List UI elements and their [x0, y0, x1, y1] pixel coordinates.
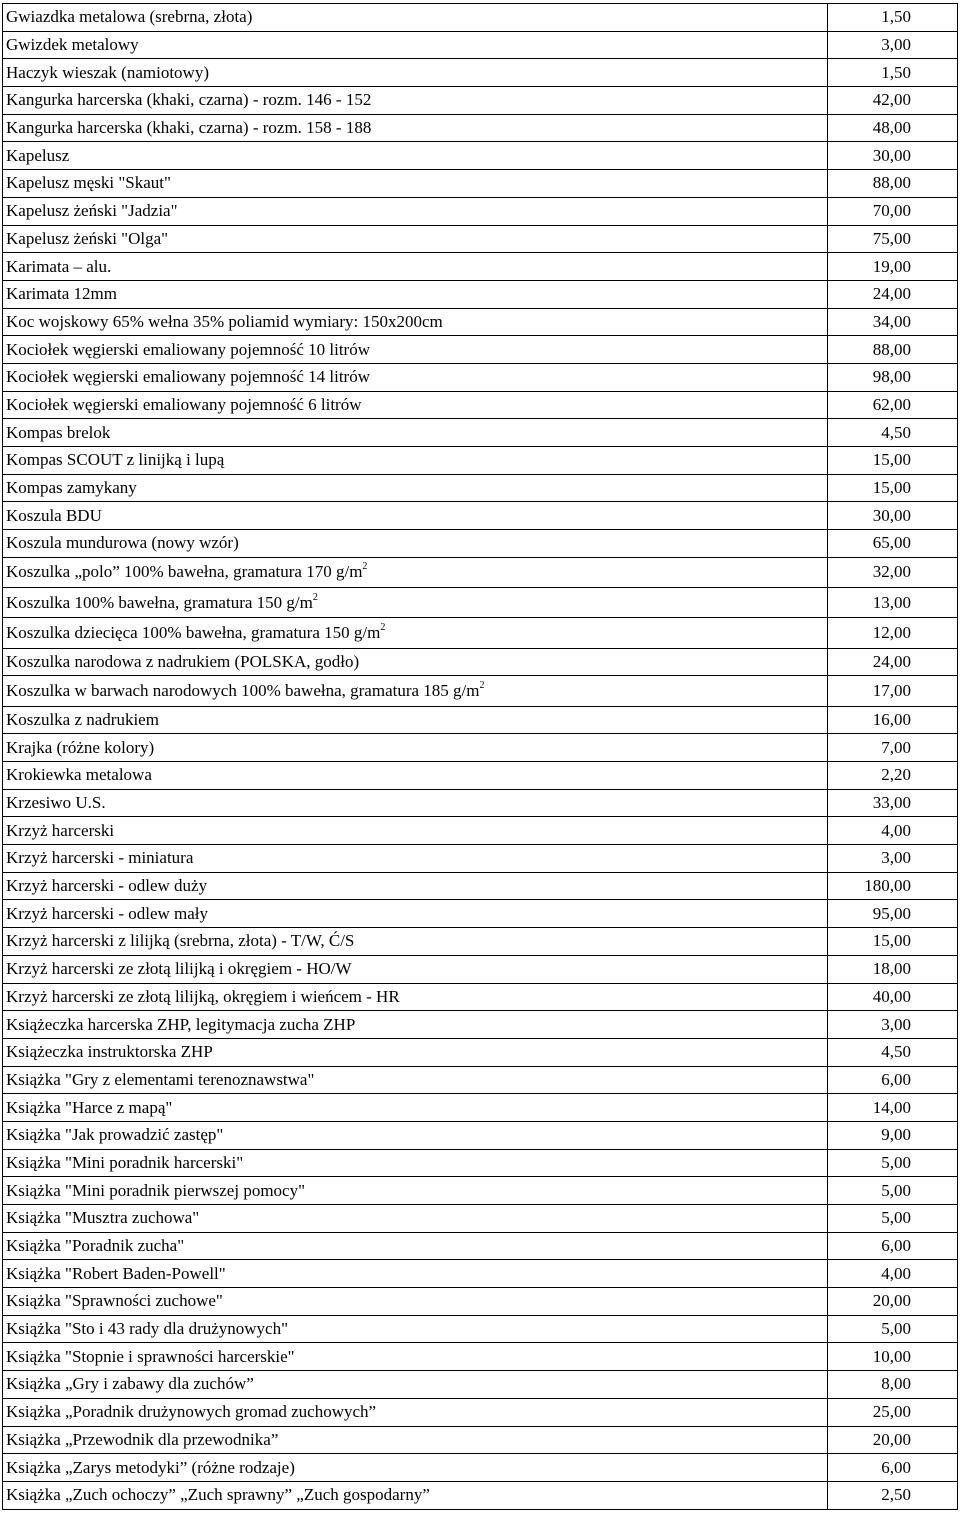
table-row	[3, 142, 958, 170]
item-price: 10,00	[828, 1343, 958, 1371]
table-row	[3, 1205, 958, 1233]
table-row	[3, 1315, 958, 1343]
item-name: Krzesiwo U.S.	[6, 793, 106, 813]
table-row	[3, 1121, 958, 1149]
item-price: 12,00	[828, 618, 958, 648]
item-price: 75,00	[828, 225, 958, 253]
item-name-cell	[3, 1038, 828, 1066]
item-price: 180,00	[828, 872, 958, 900]
item-price: 4,00	[828, 817, 958, 845]
item-name: Krokiewka metalowa	[6, 765, 152, 785]
table-row	[3, 308, 958, 336]
table-row	[3, 1011, 958, 1039]
item-name: Książka "Sto i 43 rady dla drużynowych"	[6, 1319, 289, 1339]
item-name: Kociołek węgierski emaliowany pojemność 6 litrów	[6, 394, 362, 414]
table-row	[3, 31, 958, 59]
item-price: 5,00	[828, 1315, 958, 1343]
item-price: 6,00	[828, 1232, 958, 1260]
item-name: Kapelusz żeński "Olga"	[6, 228, 169, 248]
item-name: Koszula BDU	[6, 505, 102, 525]
item-name: Gwizdek metalowy	[6, 35, 139, 55]
item-name: Książka "Robert Baden-Powell"	[6, 1263, 226, 1283]
item-price: 2,20	[828, 762, 958, 790]
item-name-cell	[3, 474, 828, 502]
item-name-cell	[3, 31, 828, 59]
item-name-cell	[3, 336, 828, 364]
table-row	[3, 1177, 958, 1205]
item-name: Książka „Gry i zabawy dla zuchów”	[6, 1374, 254, 1394]
item-price: 6,00	[828, 1454, 958, 1482]
table-row	[3, 762, 958, 790]
item-price: 40,00	[828, 983, 958, 1011]
item-name-cell	[3, 419, 828, 447]
item-price: 6,00	[828, 1066, 958, 1094]
item-name-cell	[3, 789, 828, 817]
table-row	[3, 170, 958, 198]
unit-superscript: 2	[312, 591, 318, 603]
table-row	[3, 1343, 958, 1371]
item-name-cell	[3, 447, 828, 475]
item-price: 2,50	[828, 1481, 958, 1509]
price-list-body	[3, 4, 958, 1510]
table-row	[3, 391, 958, 419]
item-name-cell	[3, 1371, 828, 1399]
item-name-cell	[3, 197, 828, 225]
table-row	[3, 588, 958, 618]
item-price: 32,00	[828, 557, 958, 587]
table-row	[3, 928, 958, 956]
table-row	[3, 1038, 958, 1066]
item-price: 4,50	[828, 1038, 958, 1066]
item-name-cell	[3, 817, 828, 845]
item-price: 15,00	[828, 928, 958, 956]
table-row	[3, 1288, 958, 1316]
item-price: 3,00	[828, 31, 958, 59]
item-price: 1,50	[828, 59, 958, 87]
unit-superscript: 2	[479, 679, 485, 691]
table-row	[3, 4, 958, 32]
table-row	[3, 1481, 958, 1509]
item-price: 9,00	[828, 1121, 958, 1149]
item-price: 16,00	[828, 706, 958, 734]
item-name-cell	[3, 59, 828, 87]
table-row	[3, 197, 958, 225]
item-name-cell	[3, 762, 828, 790]
table-row	[3, 87, 958, 115]
item-name: Książeczka harcerska ZHP, legitymacja zucha ZHP	[6, 1014, 356, 1034]
item-name-cell	[3, 530, 828, 558]
item-name: Krzyż harcerski z lilijką (srebrna, złota) - T/W, Ć/S	[6, 931, 355, 951]
item-name: Kociołek węgierski emaliowany pojemność 10 litrów	[6, 339, 370, 359]
item-price: 25,00	[828, 1398, 958, 1426]
item-price: 42,00	[828, 87, 958, 115]
table-row	[3, 502, 958, 530]
item-name: Książka „Zuch ochoczy” „Zuch sprawny” „Zuch gospodarny”	[6, 1485, 430, 1505]
item-price: 5,00	[828, 1205, 958, 1233]
item-name-cell	[3, 253, 828, 281]
item-price: 65,00	[828, 530, 958, 558]
unit-superscript: 2	[380, 621, 386, 633]
item-name: Krzyż harcerski ze złotą lilijką, okręgiem i wieńcem - HR	[6, 986, 400, 1006]
item-price: 8,00	[828, 1371, 958, 1399]
item-name-cell	[3, 1066, 828, 1094]
item-name-cell	[3, 900, 828, 928]
item-name: Krajka (różne kolory)	[6, 737, 155, 757]
item-name: Książka "Jak prowadzić zastęp"	[6, 1125, 224, 1145]
table-row	[3, 1094, 958, 1122]
item-name: Książka "Mini poradnik pierwszej pomocy"	[6, 1180, 306, 1200]
item-name: Krzyż harcerski ze złotą lilijką i okręgiem - HO/W	[6, 959, 352, 979]
table-row	[3, 447, 958, 475]
item-name-cell	[3, 1343, 828, 1371]
item-name: Książka "Sprawności zuchowe"	[6, 1291, 223, 1311]
table-row	[3, 706, 958, 734]
item-name: Krzyż harcerski - miniatura	[6, 848, 194, 868]
item-name: Książka „Przewodnik dla przewodnika”	[6, 1429, 279, 1449]
item-name: Karimata 12mm	[6, 284, 117, 304]
table-row	[3, 983, 958, 1011]
table-row	[3, 845, 958, 873]
item-price: 5,00	[828, 1177, 958, 1205]
item-name-cell	[3, 1481, 828, 1509]
item-name-cell	[3, 87, 828, 115]
table-row	[3, 1426, 958, 1454]
item-price: 18,00	[828, 955, 958, 983]
table-row	[3, 363, 958, 391]
item-name: Krzyż harcerski - odlew mały	[6, 903, 209, 923]
table-row	[3, 530, 958, 558]
table-row	[3, 59, 958, 87]
item-name: Książka „Poradnik drużynowych gromad zuchowych”	[6, 1402, 377, 1422]
table-row	[3, 618, 958, 648]
item-name-cell	[3, 1205, 828, 1233]
item-price: 4,50	[828, 419, 958, 447]
table-row	[3, 474, 958, 502]
table-row	[3, 872, 958, 900]
item-name-cell	[3, 1011, 828, 1039]
item-price: 62,00	[828, 391, 958, 419]
item-name-cell	[3, 983, 828, 1011]
table-row	[3, 1066, 958, 1094]
item-price: 1,50	[828, 4, 958, 32]
item-name: Książka "Harce z mapą"	[6, 1097, 173, 1117]
item-name-cell	[3, 1121, 828, 1149]
table-row	[3, 734, 958, 762]
table-row	[3, 114, 958, 142]
table-row	[3, 1371, 958, 1399]
item-name-cell	[3, 280, 828, 308]
item-price: 7,00	[828, 734, 958, 762]
item-name: Książka "Musztra zuchowa"	[6, 1208, 200, 1228]
item-price: 4,00	[828, 1260, 958, 1288]
item-name-cell	[3, 1260, 828, 1288]
item-price: 3,00	[828, 1011, 958, 1039]
item-name: Książka "Stopnie i sprawności harcerskie"	[6, 1346, 295, 1366]
item-name-cell	[3, 1094, 828, 1122]
table-row	[3, 280, 958, 308]
item-name-cell	[3, 676, 828, 706]
item-name: Koszulka narodowa z nadrukiem (POLSKA, godło)	[6, 651, 360, 671]
table-row	[3, 419, 958, 447]
item-name: Kompas zamykany	[6, 478, 137, 498]
item-price: 48,00	[828, 114, 958, 142]
item-price: 15,00	[828, 447, 958, 475]
item-name-cell	[3, 308, 828, 336]
item-name: Kangurka harcerska (khaki, czarna) - rozm. 158 - 188	[6, 118, 372, 138]
item-name: Koszulka „polo” 100% bawełna, gramatura 170 g/m	[6, 562, 363, 582]
item-name-cell	[3, 1315, 828, 1343]
item-name-cell	[3, 1177, 828, 1205]
unit-superscript: 2	[362, 561, 368, 573]
item-name: Koc wojskowy 65% wełna 35% poliamid wymiary: 150x200cm	[6, 311, 443, 331]
table-row	[3, 1149, 958, 1177]
item-name-cell	[3, 225, 828, 253]
item-price: 17,00	[828, 676, 958, 706]
price-list-table	[2, 3, 958, 1510]
table-row	[3, 955, 958, 983]
item-name: Koszula mundurowa (nowy wzór)	[6, 533, 239, 553]
item-price: 98,00	[828, 363, 958, 391]
item-name-cell	[3, 734, 828, 762]
item-price: 3,00	[828, 845, 958, 873]
item-name-cell	[3, 502, 828, 530]
item-price: 30,00	[828, 502, 958, 530]
table-row	[3, 648, 958, 676]
table-row	[3, 817, 958, 845]
table-row	[3, 1454, 958, 1482]
item-name: Kapelusz żeński "Jadzia"	[6, 201, 178, 221]
item-name: Kapelusz męski "Skaut"	[6, 173, 171, 193]
item-name: Karimata – alu.	[6, 256, 112, 276]
item-name-cell	[3, 845, 828, 873]
item-name: Koszulka dziecięca 100% bawełna, gramatura 150 g/m	[6, 622, 381, 642]
item-price: 30,00	[828, 142, 958, 170]
item-name: Gwiazdka metalowa (srebrna, złota)	[6, 7, 253, 27]
table-row	[3, 1232, 958, 1260]
item-name-cell	[3, 557, 828, 587]
table-row	[3, 900, 958, 928]
table-row	[3, 1398, 958, 1426]
item-price: 33,00	[828, 789, 958, 817]
item-name: Kapelusz	[6, 145, 70, 165]
item-name-cell	[3, 955, 828, 983]
item-name-cell	[3, 391, 828, 419]
item-name-cell	[3, 114, 828, 142]
item-name: Koszulka z nadrukiem	[6, 709, 159, 729]
item-name-cell	[3, 872, 828, 900]
item-price: 24,00	[828, 280, 958, 308]
table-row	[3, 253, 958, 281]
item-price: 5,00	[828, 1149, 958, 1177]
item-name-cell	[3, 142, 828, 170]
item-price: 13,00	[828, 588, 958, 618]
item-price: 88,00	[828, 170, 958, 198]
item-price: 19,00	[828, 253, 958, 281]
item-price: 95,00	[828, 900, 958, 928]
item-price: 34,00	[828, 308, 958, 336]
item-name-cell	[3, 706, 828, 734]
item-name-cell	[3, 1454, 828, 1482]
table-row	[3, 676, 958, 706]
item-name: Książeczka instruktorska ZHP	[6, 1042, 213, 1062]
item-name: Kompas SCOUT z linijką i lupą	[6, 450, 225, 470]
item-name: Książka "Gry z elementami terenoznawstwa"	[6, 1069, 315, 1089]
item-name: Książka "Poradnik zucha"	[6, 1236, 185, 1256]
item-name-cell	[3, 1232, 828, 1260]
table-row	[3, 225, 958, 253]
table-row	[3, 336, 958, 364]
item-name: Książka "Mini poradnik harcerski"	[6, 1152, 244, 1172]
item-name-cell	[3, 1398, 828, 1426]
item-name: Kangurka harcerska (khaki, czarna) - rozm. 146 - 152	[6, 90, 372, 110]
item-name: Kociołek węgierski emaliowany pojemność 14 litrów	[6, 367, 370, 387]
item-name: Kompas brelok	[6, 422, 111, 442]
table-row	[3, 789, 958, 817]
item-price: 15,00	[828, 474, 958, 502]
item-price: 20,00	[828, 1426, 958, 1454]
item-name-cell	[3, 1288, 828, 1316]
item-name-cell	[3, 170, 828, 198]
item-name: Krzyż harcerski	[6, 820, 115, 840]
item-name-cell	[3, 588, 828, 618]
item-name-cell	[3, 1149, 828, 1177]
item-name-cell	[3, 928, 828, 956]
item-price: 20,00	[828, 1288, 958, 1316]
item-name-cell	[3, 4, 828, 32]
item-name: Krzyż harcerski - odlew duży	[6, 876, 208, 896]
item-price: 70,00	[828, 197, 958, 225]
item-price: 88,00	[828, 336, 958, 364]
item-name-cell	[3, 618, 828, 648]
item-name-cell	[3, 1426, 828, 1454]
item-name: Koszulka 100% bawełna, gramatura 150 g/m	[6, 592, 313, 612]
item-name: Haczyk wieszak (namiotowy)	[6, 62, 209, 82]
item-name: Koszulka w barwach narodowych 100% bawełna, gramatura 185 g/m	[6, 680, 480, 700]
item-name: Książka „Zarys metodyki” (różne rodzaje)	[6, 1457, 295, 1477]
table-row	[3, 1260, 958, 1288]
item-price: 24,00	[828, 648, 958, 676]
item-name-cell	[3, 648, 828, 676]
item-price: 14,00	[828, 1094, 958, 1122]
table-row	[3, 557, 958, 587]
item-name-cell	[3, 363, 828, 391]
